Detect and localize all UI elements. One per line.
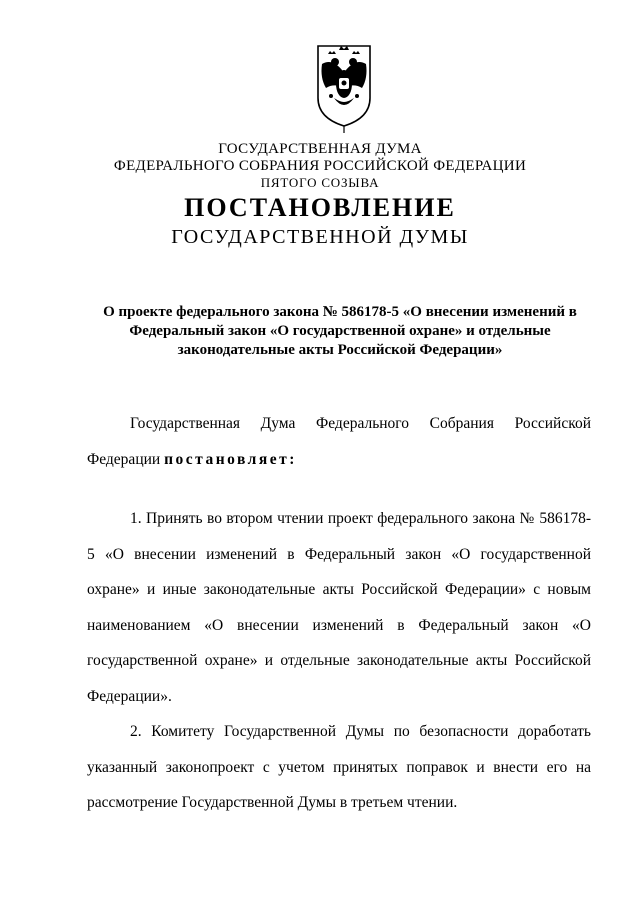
document-subject: О проекте федерального закона № 586178-5 «О внесении изменений в Федеральный закон «О государственной охране» и отдельные законодательные акты Российской Федерации» <box>103 304 577 358</box>
convocation-line: ПЯТОГО СОЗЫВА <box>260 175 380 190</box>
resolves-word: постановляет: <box>164 450 297 468</box>
item-2-paragraph: 2. Комитету Государственной Думы по безопасности доработать указанный законопроект с учетом принятых поправок и внести его на рассмотрение Государственной Думы в третьем чтении. <box>87 723 591 811</box>
document-subtitle: ГОСУДАРСТВЕННОЙ ДУМЫ <box>171 226 469 248</box>
issuer-line-1: ГОСУДАРСТВЕННАЯ ДУМА <box>218 141 422 157</box>
coat-of-arms-icon <box>304 40 384 135</box>
issuer-line-2: ФЕДЕРАЛЬНОГО СОБРАНИЯ РОССИЙСКОЙ ФЕДЕРАЦИИ <box>113 158 527 174</box>
preamble-text: Государственная Дума Федерального Собрания Российской Федерации <box>87 415 591 468</box>
preamble-paragraph <box>87 406 591 477</box>
item-1-paragraph: 1. Принять во втором чтении проект федерального закона № 586178-5 «О внесении изменений в Федеральный закон «О государственной охране» и иные законодательные акты Российской Федерации» с новым наименованием «О внесении изменений в Федеральный закон «О государственной охране» и отдельные законодательные акты Российской Федерации». <box>87 510 591 705</box>
document-title: ПОСТАНОВЛЕНИЕ <box>184 193 456 222</box>
